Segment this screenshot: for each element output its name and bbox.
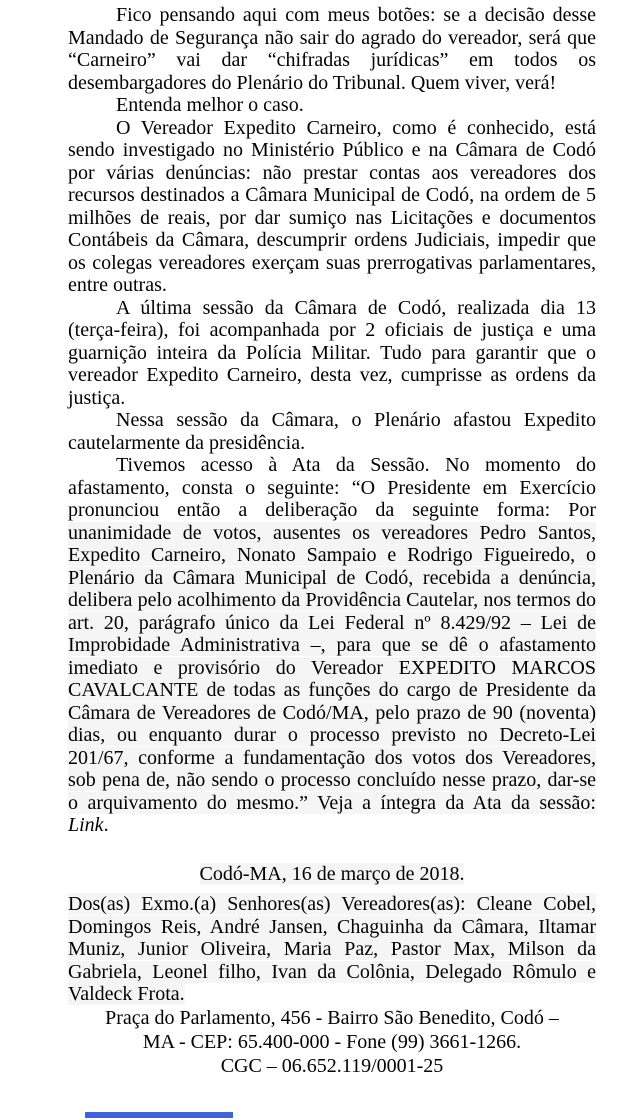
address-block bbox=[68, 1006, 596, 1078]
address-line-2: MA - CEP: 65.400-000 - Fone (99) 3661-1266. bbox=[142, 1030, 522, 1053]
date-text: Codó-MA, 16 de março de 2018. bbox=[199, 862, 465, 885]
ata-lead-text: Tivemos acesso à Ata da Sessão. No momento do afastamento, consta o seguinte: “O Presidente em Exercício pronunciou então a deliberação da seguinte forma: Por bbox=[68, 454, 596, 521]
date-line bbox=[68, 863, 596, 886]
paragraph-entenda: Entenda melhor o caso. bbox=[116, 94, 304, 116]
address-line-3: CGC – 06.652.119/0001-25 bbox=[220, 1054, 444, 1077]
bottom-blue-divider bbox=[85, 1112, 233, 1118]
paragraph-investigacao: O Vereador Expedito Carneiro, como é conhecido, está sendo investigado no Ministério Público e na Câmara de Codó por várias denúncias: não prestar contas aos vereadores dos recursos destinados a Câmara Municipal de Codó, na ordem de 5 milhões de reais, por dar sumiço nas Licitações e documentos Contábeis da Câmara, descumprir ordens Judiciais, impedir que os colegas vereadores exerçam suas prerrogativas parlamentares, entre outras. bbox=[68, 116, 596, 296]
highlighted-deliberacao-text: unanimidade de votos, ausentes os vereadores Pedro Santos, Expedito Carneiro, Nonato Sampaio e Rodrigo Figueiredo, o Plenário da Câmara Municipal de Codó, recebida a denúncia, delibera pelo acolhimento da Providência Cautelar, nos termos do art. 20, parágrafo único da Lei Federal nº 8.429/92 – Lei de Improbidade Administrativa –, para que se dê o afastamento imediato e provisório do Vereador EXPEDITO MARCOS CAVALCANTE de todas as funções do cargo de Presidente da Câmara de Vereadores de Codó/MA, pelo prazo de 90 (noventa) dias, ou enquanto durar o processo previsto no Decreto-Lei 201/67, conforme a fundamentação dos votos dos Vereadores, sob pena de, não sendo o processo concluído nesse prazo, dar-se o arquivamento do mesmo.” Veja a íntegra da Ata da sessão: bbox=[68, 521, 596, 814]
paragraph-ultima-sessao: A última sessão da Câmara de Codó, realizada dia 13 (terça-feira), foi acompanhada por 2 oficiais de justiça e uma guarnição inteira da Polícia Militar. Tudo para garantir que o vereador Expedito Carneiro, desta vez, cumprisse as ordens da justiça. bbox=[68, 296, 596, 409]
paragraph-ata bbox=[68, 454, 596, 837]
ata-link[interactable]: Link bbox=[68, 814, 104, 836]
article-body bbox=[68, 4, 596, 1078]
paragraph-intro: Fico pensando aqui com meus botões: se a decisão desse Mandado de Segurança não sair do agrado do vereador, será que “Carneiro” vai dar “chifradas jurídicas” em todos os desembargadores do Plenário do Tribunal. Quem viver, verá! bbox=[68, 4, 596, 94]
ata-link-period: . bbox=[103, 814, 109, 836]
vereadores-list-text: Dos(as) Exmo.(a) Senhores(as) Vereadores(as): Cleane Cobel, Domingos Reis, André Jansen, Chaguinha da Câmara, Iltamar Muniz, Junior Oliveira, Maria Paz, Pastor Max, Milson da Gabriela, Leonel filho, Ivan da Colônia, Delegado Rômulo e Valdeck Frota. bbox=[68, 893, 596, 1005]
paragraph-afastamento: Nessa sessão da Câmara, o Plenário afastou Expedito cautelarmente da presidência. bbox=[68, 409, 596, 454]
address-line-1: Praça do Parlamento, 456 - Bairro São Benedito, Codó – bbox=[105, 1006, 559, 1029]
closing-paragraph bbox=[68, 893, 596, 1006]
